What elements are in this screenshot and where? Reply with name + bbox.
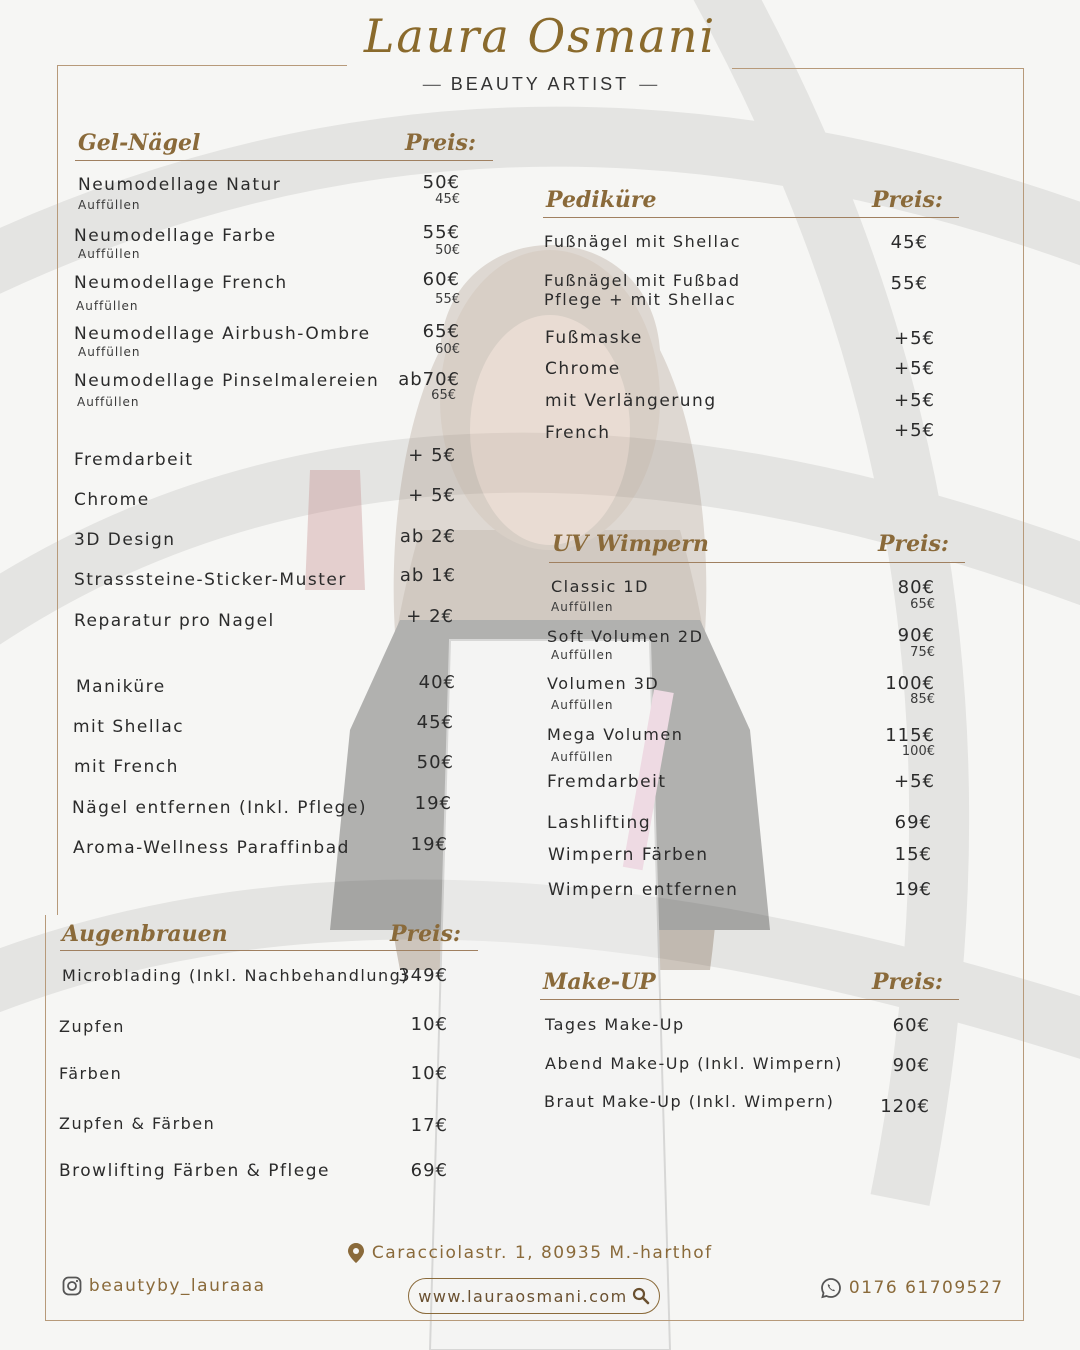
menu-price: 55€ [422,222,460,243]
menu-item: Chrome [74,490,150,510]
price-header: Preis: [405,130,476,156]
section-title-gel: Gel-Nägel [78,130,201,156]
menu-price: +5€ [894,771,935,792]
menu-subprice: 75€ [910,645,935,660]
menu-price: 19€ [894,879,932,900]
menu-subprice: 60€ [435,342,460,357]
menu-price: 100€ [885,673,935,694]
menu-item-sub: Auffüllen [76,299,139,313]
menu-item: Wimpern Färben [548,845,709,865]
menu-price: + 5€ [408,445,456,466]
menu-price: 19€ [414,793,452,814]
menu-price: 120€ [880,1096,930,1117]
menu-item: Färben [59,1064,123,1083]
menu-price: +5€ [894,420,935,441]
menu-item: Zupfen & Färben [59,1114,216,1133]
whatsapp-icon [820,1277,842,1299]
menu-price: 65€ [422,321,460,342]
section-title-makeup: Make-UP [543,969,656,995]
menu-subprice: 50€ [435,243,460,258]
menu-price: 19€ [410,834,448,855]
section-rule [549,562,965,563]
address-text: Caracciolastr. 1, 80935 M.-harthof [371,1243,713,1263]
section-title-brows: Augenbrauen [62,921,228,947]
menu-price: 60€ [422,269,460,290]
menu-item-sub: Auffüllen [551,600,614,614]
menu-item-sub: Auffüllen [78,198,141,212]
menu-price: 69€ [410,1160,448,1181]
menu-item-sub: Auffüllen [551,698,614,712]
frame-line [57,65,347,66]
menu-price: ab 1€ [399,565,456,586]
menu-price: 50€ [422,172,460,193]
menu-subprice: 65€ [431,388,456,403]
menu-item: Abend Make-Up (Inkl. Wimpern) [545,1054,843,1073]
menu-item: Fremdarbeit [74,450,194,470]
menu-price: 55€ [890,273,928,294]
section-rule [540,999,959,1000]
menu-item: Soft Volumen 2D [547,627,704,646]
menu-item-sub: Auffüllen [78,345,141,359]
menu-price: 60€ [892,1015,930,1036]
menu-item: Browlifting Färben & Pflege [59,1161,330,1181]
instagram-handle: beautyby_lauraaa [88,1276,266,1296]
price-header: Preis: [390,921,461,947]
frame-line [1023,68,1024,1320]
menu-item: Classic 1D [551,577,649,596]
website-text: www.lauraosmani.com [418,1286,628,1306]
price-header: Preis: [872,187,943,213]
menu-item: Fußnägel mit Fußbad [544,271,741,290]
menu-price: 349€ [398,965,448,986]
menu-price: 50€ [416,752,454,773]
menu-item-sub: Auffüllen [551,750,614,764]
menu-item: Neumodellage Airbush-Ombre [74,324,371,344]
menu-price: +5€ [894,358,935,379]
menu-item: Neumodellage Farbe [74,226,277,246]
price-header: Preis: [878,531,949,557]
website-link[interactable] [408,1278,660,1314]
phone-link[interactable] [820,1277,1004,1299]
brand-subtitle: — BEAUTY ARTIST — [350,74,730,95]
menu-price: 90€ [892,1055,930,1076]
menu-price: ab70€ [398,369,460,390]
menu-item: French [545,423,611,443]
frame-line [45,915,46,1320]
menu-item: Braut Make-Up (Inkl. Wimpern) [544,1092,835,1111]
menu-subprice: 45€ [435,192,460,207]
menu-item: mit Shellac [73,717,185,737]
menu-item: Fremdarbeit [547,772,667,792]
menu-item: Tages Make-Up [545,1015,685,1034]
menu-price: 80€ [897,577,935,598]
section-rule [60,950,478,951]
menu-subprice: 55€ [435,292,460,307]
menu-item: Mega Volumen [547,725,684,744]
menu-price: + 5€ [408,485,456,506]
menu-item: Maniküre [76,677,166,697]
menu-price: 45€ [890,232,928,253]
phone-number: 0176 61709527 [848,1278,1004,1298]
location-pin-icon [347,1242,365,1264]
menu-item-sub: Auffüllen [77,395,140,409]
menu-item: Neumodellage Natur [78,175,282,195]
menu-price: +5€ [894,328,935,349]
menu-price: 115€ [885,725,935,746]
menu-item: Neumodellage Pinselmalereien [74,371,380,391]
menu-price: 40€ [418,672,456,693]
menu-item: mit French [74,757,179,777]
frame-line [732,68,1024,69]
instagram-icon [62,1276,82,1296]
menu-item-sub: Auffüllen [78,247,141,261]
instagram-link[interactable] [62,1276,266,1296]
menu-item: Volumen 3D [547,674,660,693]
menu-item: Nägel entfernen (Inkl. Pflege) [72,798,368,818]
menu-price: 17€ [410,1115,448,1136]
menu-item: Lashlifting [547,813,652,833]
menu-price: + 2€ [406,606,454,627]
menu-price: 15€ [894,844,932,865]
menu-item: mit Verlängerung [545,391,717,411]
brand-header [350,6,730,95]
menu-subprice: 100€ [901,744,935,759]
menu-item: Fußmaske [545,328,643,348]
menu-item: Wimpern entfernen [548,880,739,900]
menu-item: Strasssteine-Sticker-Muster [74,570,347,590]
menu-item: Neumodellage French [74,273,288,293]
menu-item: Microblading (Inkl. Nachbehandlung) [62,966,410,985]
menu-subprice: 65€ [910,597,935,612]
search-icon [632,1287,650,1305]
menu-price: 10€ [410,1014,448,1035]
menu-item: Fußnägel mit Shellac [544,232,742,251]
menu-item: Chrome [545,359,621,379]
frame-line [57,65,58,915]
menu-price: 45€ [416,712,454,733]
address [347,1242,713,1264]
menu-item: Zupfen [59,1017,125,1036]
menu-subprice: 85€ [910,692,935,707]
price-header: Preis: [872,969,943,995]
menu-item: Aroma-Wellness Paraffinbad [73,838,350,858]
menu-item: 3D Design [74,530,176,550]
section-rule [75,160,493,161]
section-title-lashes: UV Wimpern [552,531,709,557]
menu-price: 10€ [410,1063,448,1084]
menu-item: Reparatur pro Nagel [74,611,275,631]
menu-item-line2: Pflege + mit Shellac [544,290,737,309]
menu-item-sub: Auffüllen [551,648,614,662]
menu-price: 69€ [894,812,932,833]
frame-line [45,1320,1024,1321]
section-title-pedi: Pediküre [546,187,657,213]
menu-price: +5€ [894,390,935,411]
menu-price: ab 2€ [399,526,456,547]
section-rule [543,217,959,218]
brand-name: Laura Osmani [363,9,717,63]
menu-price: 90€ [897,625,935,646]
